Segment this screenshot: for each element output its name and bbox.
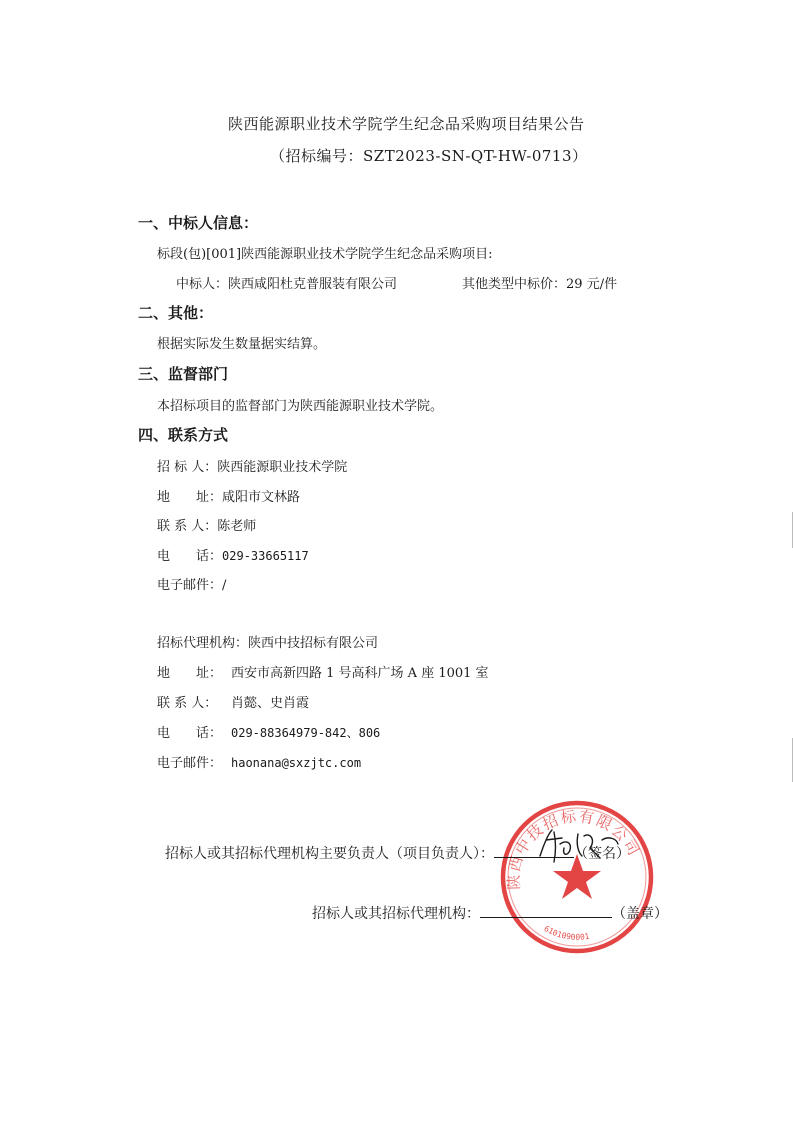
other-text: 根据实际发生数量据实结算。: [157, 337, 327, 352]
agency-address-label: 地 址：: [157, 666, 223, 681]
svg-text:6101090001: [542, 924, 590, 942]
tenderer-phone-row: [157, 545, 309, 564]
agency-phone-row: [157, 722, 380, 741]
signature-underline: [494, 857, 574, 858]
sign-suffix: （签名）: [574, 846, 630, 862]
tenderer-address-row: [157, 486, 300, 505]
tenderer-phone-value: 029-33665117: [222, 549, 309, 563]
winner-value: 陕西咸阳杜克普服装有限公司: [228, 277, 398, 292]
agency-email-value: haonana@sxzjtc.com: [231, 756, 362, 770]
seal-line-label: 招标人或其招标代理机构：: [312, 906, 480, 922]
tenderer-phone-label: 电 话：: [157, 549, 223, 564]
tender-number: （招标编号：SZT2023-SN-QT-HW-0713）: [270, 147, 588, 165]
agency-phone-value: 029-88364979-842、806: [231, 726, 381, 740]
winner-label: 中标人：: [176, 277, 229, 292]
price-line: [462, 273, 617, 292]
seal-suffix: （盖章）: [612, 906, 668, 922]
winner-line: [176, 273, 397, 292]
price-value: 29 元/件: [566, 277, 618, 292]
sign-line: [165, 843, 630, 863]
agency-email-row: [157, 752, 361, 771]
agency-contact-row: [157, 692, 309, 711]
agency-email-label: 电子邮件：: [157, 756, 223, 771]
price-label: 其他类型中标价：: [462, 277, 567, 292]
agency-contact-value: 肖懿、史肖霞: [231, 696, 310, 711]
section-heading-contact: 四、联系方式: [138, 426, 229, 444]
seal-number: 6101090001: [542, 923, 591, 942]
agency-address-row: [157, 662, 489, 681]
supervision-text: 本招标项目的监督部门为陕西能源职业技术学院。: [157, 399, 444, 414]
agency-name-row: [157, 632, 378, 651]
tenderer-contact-label: 联 系 人：: [157, 519, 218, 534]
page-title: 陕西能源职业技术学院学生纪念品采购项目结果公告: [228, 115, 585, 133]
section-heading-winner: 一、中标人信息：: [138, 214, 259, 232]
agency-phone-label: 电 话：: [157, 726, 223, 741]
tenderer-contact-value: 陈老师: [217, 519, 257, 534]
agency-contact-label: 联 系 人：: [157, 696, 218, 711]
section-heading-supervision: 三、监督部门: [138, 365, 229, 383]
tenderer-name-value: 陕西能源职业技术学院: [217, 460, 348, 475]
lot-description: 标段(包)[001]陕西能源职业技术学院学生纪念品采购项目:: [157, 247, 493, 262]
tenderer-name-label: 招 标 人：: [157, 460, 218, 475]
agency-name-label: 招标代理机构：: [157, 636, 249, 651]
seal-text: 陕西中技招标有限公司: [504, 807, 644, 891]
seal-underline: [480, 917, 612, 918]
agency-name-value: 陕西中技招标有限公司: [248, 636, 379, 651]
official-seal: [498, 798, 656, 956]
agency-address-value: 西安市高新四路 1 号高科广场 A 座 1001 室: [231, 666, 489, 681]
tenderer-address-label: 地 址：: [157, 490, 223, 505]
tenderer-address-value: 咸阳市文林路: [222, 490, 301, 505]
tenderer-email-label: 电子邮件：: [157, 578, 223, 593]
sign-line-label: 招标人或其招标代理机构主要负责人（项目负责人）：: [165, 846, 494, 862]
seal-line: [312, 903, 668, 923]
tenderer-email-row: [157, 574, 226, 593]
section-heading-other: 二、其他：: [138, 304, 214, 322]
tenderer-name-row: [157, 456, 347, 475]
tenderer-contact-row: [157, 515, 256, 534]
tenderer-email-value: /: [222, 578, 227, 593]
